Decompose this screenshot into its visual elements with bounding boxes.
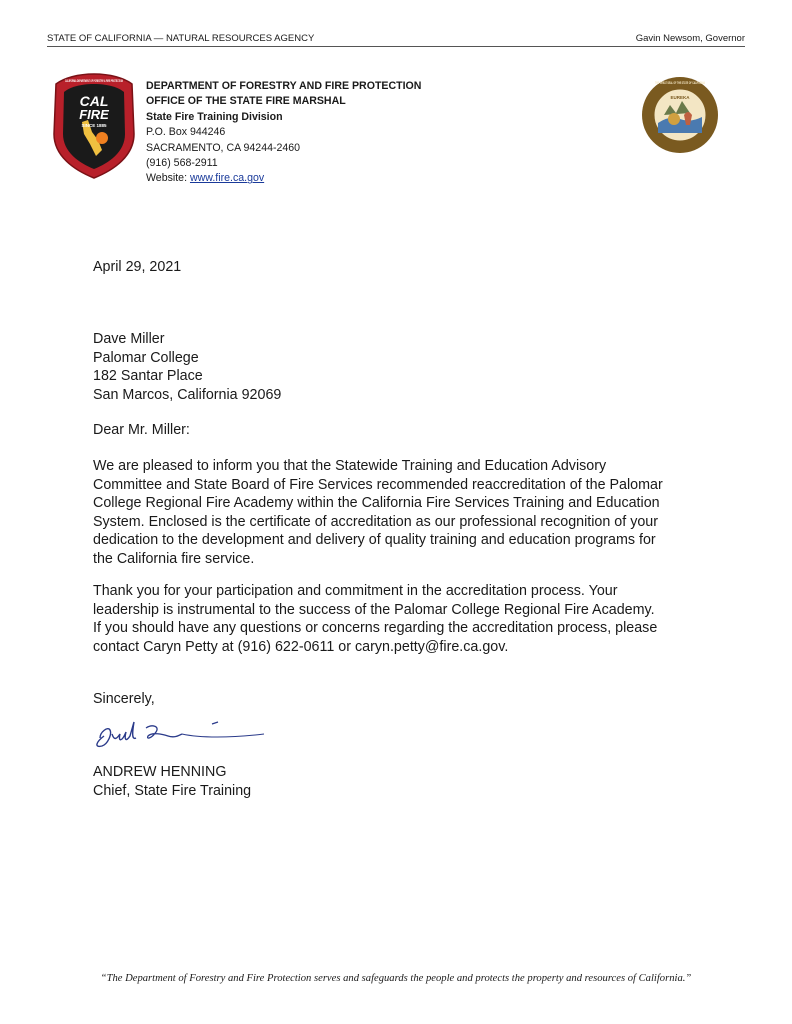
footer-motto: “The Department of Forestry and Fire Protection serves and safeguards the people and protects the property and resources of California.” (100, 973, 692, 984)
paragraph-1-line: dedication to the development and delivery of quality training and education programs for (93, 532, 656, 548)
paragraph-2-line: If you should have any questions or concerns regarding the accreditation process, please (93, 620, 658, 636)
website-line (146, 171, 421, 186)
signer-title: Chief, State Fire Training (93, 782, 252, 799)
recipient-city: San Marcos, California 92069 (93, 386, 282, 403)
logo-cal-text: CAL (79, 93, 109, 109)
paragraph-2-line: contact Caryn Petty at (916) 622-0611 or caryn.petty@fire.ca.gov. (93, 638, 509, 655)
recipient-address (93, 330, 281, 404)
salutation: Dear Mr. Miller: (93, 422, 190, 438)
paragraph-1-line: System. Enclosed is the certificate of accreditation as our professional recognition of your (93, 513, 659, 530)
phone-number: (916) 568-2911 (146, 157, 218, 170)
paragraph-2-line: leadership is instrumental to the success of the Palomar College Regional Fire Academy. (93, 601, 655, 618)
logo-ring-text: CALIFORNIA DEPARTMENT OF FORESTRY & FIRE PROTECTION (65, 79, 124, 83)
top-header (47, 32, 745, 48)
website-label: Website: (146, 172, 190, 185)
state-agency-text: STATE OF CALIFORNIA — NATURAL RESOURCES AGENCY (47, 33, 315, 44)
letterhead (146, 79, 421, 187)
recipient-name: Dave Miller (93, 331, 165, 347)
paragraph-2 (93, 582, 657, 656)
department-name: DEPARTMENT OF FORESTRY AND FIRE PROTECTION (146, 80, 422, 92)
paragraph-1-line: College Regional Fire Academy within the California Fire Services Training and Education (93, 495, 660, 511)
paragraph-1-line: Committee and State Board of Fire Services recommended reaccreditation of the Palomar (93, 476, 663, 493)
signer-name: ANDREW HENNING (93, 764, 227, 780)
seal-motto-text: EUREKA (670, 95, 690, 100)
recipient-org: Palomar College (93, 349, 199, 366)
recipient-street: 182 Santar Place (93, 368, 203, 384)
office-name: OFFICE OF THE STATE FIRE MARSHAL (146, 95, 346, 108)
signer-block (93, 763, 251, 800)
cal-fire-logo-icon (52, 72, 136, 180)
logo-fire-text: FIRE (79, 107, 109, 122)
paragraph-1-line: We are pleased to inform you that the Statewide Training and Education Advisory (93, 458, 607, 474)
logo-since-text: SINCE 1885 (81, 123, 107, 128)
governor-text: Gavin Newsom, Governor (635, 33, 745, 44)
paragraph-2-line: Thank you for your participation and commitment in the accreditation process. Your (93, 583, 618, 599)
po-box: P.O. Box 944246 (146, 126, 226, 139)
city-address: SACRAMENTO, CA 94244-2460 (146, 141, 301, 154)
header-rule (47, 46, 745, 47)
closing: Sincerely, (93, 691, 155, 707)
signature-icon (90, 716, 270, 750)
division-name: State Fire Training Division (146, 110, 283, 123)
paragraph-1 (93, 457, 663, 568)
state-seal-icon (640, 75, 720, 155)
letter-date: April 29, 2021 (93, 259, 182, 275)
paragraph-1-line: the California fire service. (93, 550, 255, 567)
seal-ring-text: THE GREAT SEAL OF THE STATE OF CALIFORNIA (655, 81, 706, 85)
website-link[interactable]: www.fire.ca.gov (189, 172, 265, 185)
